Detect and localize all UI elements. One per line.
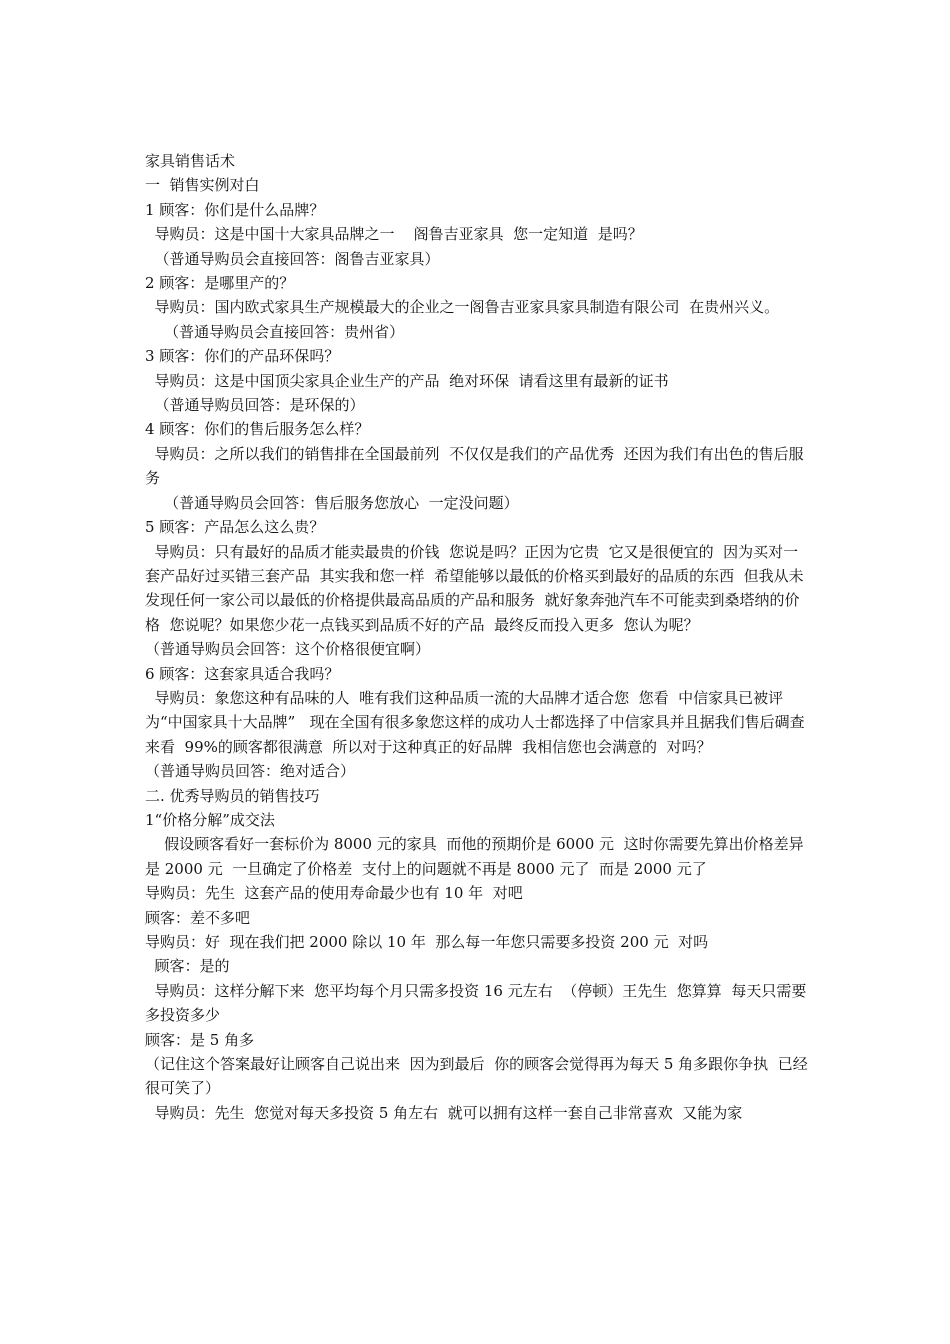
paragraph-line: 6 顾客：这套家具适合我吗？ xyxy=(145,664,340,683)
paragraph-line: （普通导购员会回答：这个价格很便宜啊） xyxy=(145,640,431,659)
paragraph-line: （普通导购员回答：绝对适合） xyxy=(145,762,356,781)
paragraph-line: （普通导购员会直接回答：贵州省） xyxy=(145,322,405,341)
paragraph-line: 1 顾客：你们是什么品牌？ xyxy=(145,200,325,219)
paragraph-line: 导购员：国内欧式家具生产规模最大的企业之一阁鲁吉亚家具家具制造有限公司 在贵州兴义。 xyxy=(145,298,780,317)
paragraph-line: 3 顾客：你们的产品环保吗？ xyxy=(145,347,340,366)
paragraph-line: （普通导购员回答：是环保的） xyxy=(145,396,365,415)
paragraph-line: 4 顾客：你们的售后服务怎么样？ xyxy=(145,420,370,439)
paragraph-line: 导购员：好 现在我们把 2000 除以 10 年 那么每一年您只需要多投资 200 元 对吗 xyxy=(145,933,709,951)
paragraph-line: 顾客：是 5 角多 xyxy=(145,1030,255,1049)
paragraph-line: （普通导购员会回答：售后服务您放心 一定没问题） xyxy=(145,493,519,512)
paragraph-line: 导购员：只有最好的品质才能卖最贵的价钱 您说是吗？正因为它贵 它又是很便宜的 因为买对一套产品好过买错三套产品 其实我和您一样 希望能够以最低的价格买到最好的品质的东西 但我从未发现任何一家公司以最低的价格提供最高品质的产品和服务 就好象奔弛汽车不可能卖到桑塔纳的价格 您说呢？如果您少花一点钱买到品质不好的产品 最终反而投入更多 您认为呢？ xyxy=(145,542,804,634)
paragraph-line: 顾客：是的 xyxy=(145,957,230,976)
paragraph-line: 2 顾客：是哪里产的？ xyxy=(145,274,295,293)
paragraph-line: （普通导购员会直接回答：阁鲁吉亚家具） xyxy=(145,249,440,268)
document-body xyxy=(145,149,810,1125)
paragraph-line: 顾客：差不多吧 xyxy=(145,908,251,927)
paragraph-line: 假设顾客看好一套标价为 8000 元的家具 而他的预期价是 6000 元 这时你需要先算出价格差异是 2000 元 一旦确定了价格差 支付上的问题就不再是 8000 元了 而是 2000 元了 xyxy=(145,835,804,878)
paragraph-line: 导购员：之所以我们的销售排在全国最前列 不仅仅是我们的产品优秀 还因为我们有出色的售后服务 xyxy=(145,444,804,488)
document-title: 家具销售话术 xyxy=(145,152,236,170)
paragraph-line: 导购员：先生 您觉对每天多投资 5 角左右 就可以拥有这样一套自己非常喜欢 又能为家 xyxy=(145,1103,743,1122)
paragraph-line: 导购员：这是中国十大家具品牌之一 阁鲁吉亚家具 您一定知道 是吗？ xyxy=(145,225,643,244)
section-heading-2: 二. 优秀导购员的销售技巧 xyxy=(145,786,320,805)
subsection-heading: 1“价格分解”成交法 xyxy=(145,810,275,829)
paragraph-line: 导购员：这样分解下来 您平均每个月只需多投资 16 元左右 （停顿）王先生 您算算 每天只需要多投资多少 xyxy=(145,981,807,1025)
paragraph-line: 导购员：这是中国顶尖家具企业生产的产品 绝对环保 请看这里有最新的证书 xyxy=(145,371,669,390)
paragraph-line: （记住这个答案最好让顾客自己说出来 因为到最后 你的顾客会觉得再为每天 5 角多跟你争执 已经很可笑了） xyxy=(145,1055,808,1098)
paragraph-line: 导购员：象您这种有品味的人 唯有我们这种品质一流的大品牌才适合您 您看 中信家具已被评为“中国家具十大品牌” 现在全国有很多象您这样的成功人士都选择了中信家具并且据我们售后碉查来看 99%的顾客都很满意 所以对于这种真正的好品牌 我相信您也会满意的 对吗？ xyxy=(145,688,805,756)
section-heading-1: 一 销售实例对白 xyxy=(145,176,260,195)
paragraph-line: 导购员：先生 这套产品的使用寿命最少也有 10 年 对吧 xyxy=(145,884,523,903)
paragraph-line: 5 顾客：产品怎么这么贵？ xyxy=(145,518,325,537)
